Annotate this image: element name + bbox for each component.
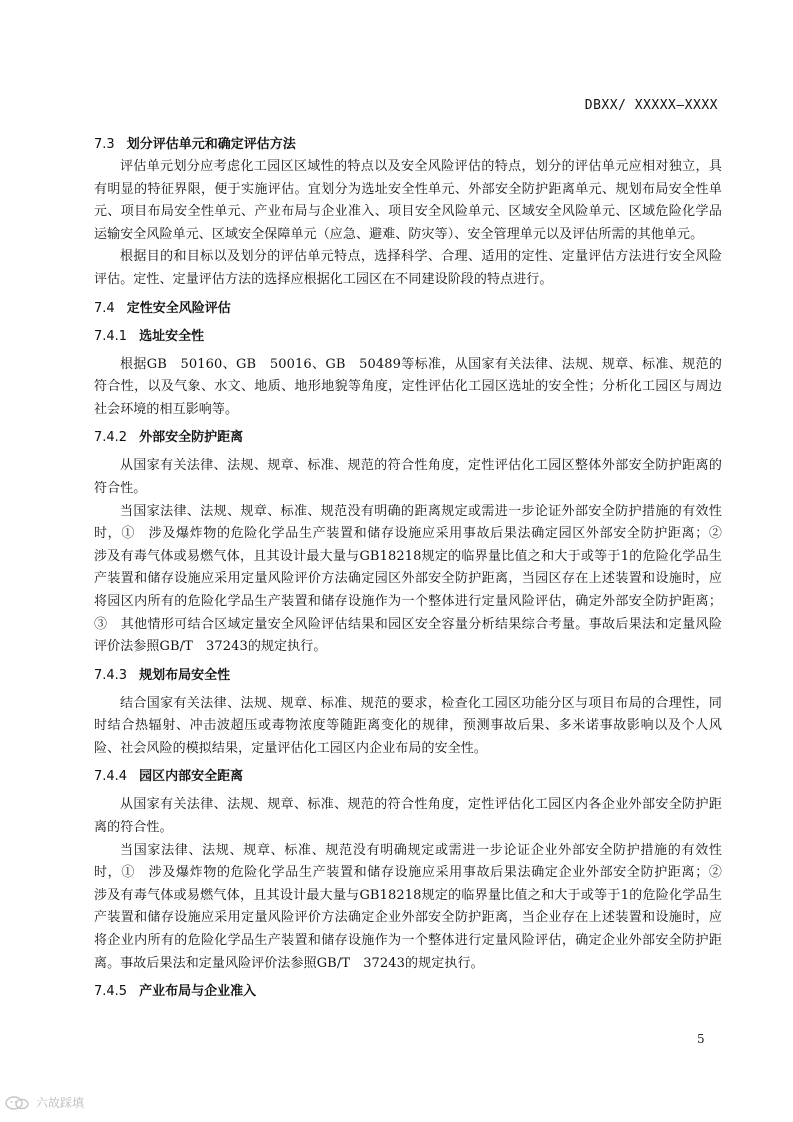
section-heading-7-4-3	[94, 665, 722, 687]
section-title: 规划布局安全性	[139, 667, 231, 683]
section-title: 园区内部安全距离	[139, 769, 244, 785]
section-number: 7.4.2	[94, 430, 128, 446]
document-code: DBXX/ XXXXX—XXXX	[584, 98, 718, 113]
section-number: 7.4.1	[94, 328, 128, 344]
section-heading-7-4	[94, 298, 722, 320]
watermark-text: 六故踩填	[36, 1096, 85, 1110]
section-number: 7.4.5	[94, 984, 128, 1000]
paragraph: 评估单元划分应考虑化工园区区域性的特点以及安全风险评估的特点，划分的评估单元应相对独立，具有明显的特征界限，便于实施评估。宜划分为选址安全性单元、外部安全防护距离单元、规划布局安全性单元、项目布局安全性单元、产业布局与企业准入、项目安全风险单元、区域安全风险单元、区域危险化学品运输安全风险单元、区域安全保障单元（应急、避难、防灾等）、安全管理单元以及评估所需的其他单元。	[94, 159, 722, 242]
section-number: 7.3	[94, 137, 115, 152]
document-body	[94, 128, 736, 1003]
section-title: 产业布局与企业准入	[139, 984, 257, 1000]
section-heading-7-4-1	[94, 326, 722, 348]
section-heading-7-3	[94, 134, 722, 156]
paragraph: 根据目的和目标以及划分的评估单元特点，选择科学、合理、适用的定性、定量评估方法进行安全风险评估。定性、定量评估方法的选择应根据化工园区在不同建设阶段的特点进行。	[94, 249, 722, 287]
section-heading-7-4-5	[94, 981, 722, 1003]
section-heading-7-4-2	[94, 427, 722, 449]
section-title: 选址安全性	[139, 328, 205, 344]
paragraph: 当国家法律、法规、规章、标准、规范没有明确的距离规定或需进一步论证外部安全防护措施的有效性时，① 涉及爆炸物的危险化学品生产装置和储存设施应采用事故后果法确定园区外部安全防护距离；② 涉及有毒气体或易燃气体，且其设计最大量与GB18218规定的临界量比值之和大于或等于1的危险化学品生产装置和储存设施应采用定量风险评价方法确定园区外部安全防护距离，当园区存在上述装置和设施时，应将园区内所有的危险化学品生产装置和储存设施作为一个整体进行定量风险评估，确定外部安全防护距离；③ 其他情形可结合区域定量安全风险评估结果和园区安全容量分析结果综合考量。事故后果法和定量风险评价法参照GB/T 37243的规定执行。	[94, 503, 736, 655]
paragraph: 从国家有关法律、法规、规章、标准、规范的符合性角度，定性评估化工园区内各企业外部安全防护距离的符合性。	[94, 797, 722, 836]
paragraph: 当国家法律、法规、规章、标准、规范没有明确规定或需进一步论证企业外部安全防护措施的有效性时，① 涉及爆炸物的危险化学品生产装置和储存设施应采用事故后果法确定企业外部安全防护距离；② 涉及有毒气体或易燃气体，且其设计最大量与GB18218规定的临界量比值之和大于或等于1的危险化学品生产装置和储存设施应采用定量风险评价方法确定企业外部安全防护距离，当企业存在上述装置和设施时，应将企业内所有的危险化学品生产装置和储存设施作为一个整体进行定量风险评估，确定企业外部安全防护距离。事故后果法和定量风险评价法参照GB/T 37243的规定执行。	[94, 842, 736, 971]
wechat-logo-icon	[4, 1095, 32, 1111]
watermark	[4, 1094, 84, 1111]
section-title: 划分评估单元和确定评估方法	[126, 137, 296, 152]
section-title: 定性安全风险评估	[126, 300, 231, 316]
section-number: 7.4.3	[94, 667, 128, 683]
section-heading-7-4-4	[94, 766, 722, 788]
section-number: 7.4.4	[94, 769, 128, 785]
section-title: 外部安全防护距离	[139, 430, 244, 446]
section-number: 7.4	[94, 300, 115, 316]
page-number: 5	[697, 1032, 705, 1046]
paragraph: 根据GB 50160、GB 50016、GB 50489等标准，从国家有关法律、法规、规章、标准、规范的符合性，以及气象、水文、地质、地形地貌等角度，定性评估化工园区选址的安全性；分析化工园区与周边社会环境的相互影响等。	[94, 356, 722, 417]
paragraph: 从国家有关法律、法规、规章、标准、规范的符合性角度，定性评估化工园区整体外部安全防护距离的符合性。	[94, 458, 722, 496]
paragraph: 结合国家有关法律、法规、规章、标准、规范的要求，检查化工园区功能分区与项目布局的合理性，同时结合热辐射、冲击波超压或毒物浓度等随距离变化的规律，预测事故后果、多米诺事故影响以及个人风险、社会风险的模拟结果，定量评估化工园区内企业布局的安全性。	[94, 695, 722, 756]
